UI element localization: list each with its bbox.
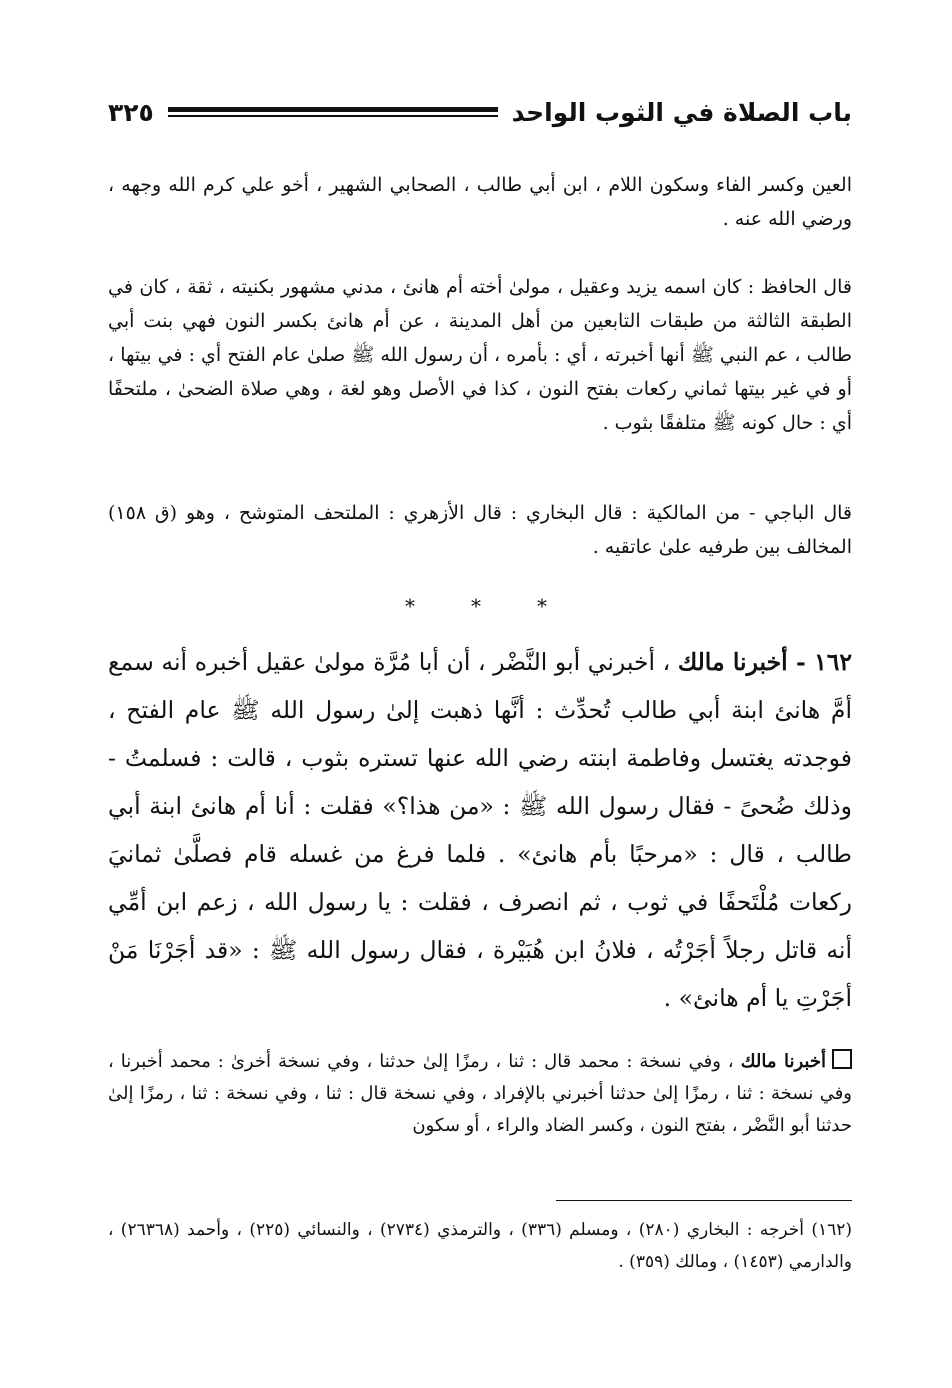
separator-star: * xyxy=(405,594,415,618)
header-rule xyxy=(168,107,498,117)
notes-lead: أخبرنا مالك xyxy=(740,1051,826,1072)
notes-paragraph xyxy=(108,1046,852,1142)
hadith-number: ١٦٢ - xyxy=(787,648,852,676)
commentary-paragraph-3: قال الباجي - من المالكية : قال البخاري : قال الأزهري : الملتحف المتوشح ، وهو (ق ١٥٨) المخالف بين طرفيه علىٰ عاتقيه . xyxy=(108,502,852,558)
page-number: ٣٢٥ xyxy=(108,97,154,127)
notes-body: ، وفي نسخة : محمد قال : ثنا ، رمزًا إلىٰ حدثنا ، وفي نسخة أخرىٰ : محمد أخبرنا ، وفي نسخة : ثنا ، رمزًا إلىٰ حدثنا أخبرني بالإفراد ، وفي نسخة قال : ثنا ، وفي نسخة : ثنا ، رمزًا إلىٰ حدثنا أبو النَّضْر ، بفتح النون ، وكسر الضاد والراء ، أو سكون xyxy=(108,1051,852,1136)
footnote-rule xyxy=(556,1200,852,1201)
commentary-paragraph-2: قال الحافظ : كان اسمه يزيد وعقيل ، مولىٰ أخته أم هانئ ، مدني مشهور بكنيته ، ثقة ، كان في الطبقة الثالثة من طبقات التابعين من أهل المدينة ، عن أم هانئ بكسر النون فهي بنت أبي طالب ، عم النبي ﷺ أنها أخبرته ، أي : بأمره ، أن رسول الله ﷺ صلىٰ عام الفتح أي : في بيتها ، أو في غير بيتها ثماني ركعات بفتح النون ، كذا في الأصل وهو لغة ، وهي صلاة الضحىٰ ، ملتحفًا أي : حال كونه ﷺ متلفقًا بثوب . xyxy=(108,276,852,434)
footnote: (١٦٢) أخرجه : البخاري (٢٨٠) ، ومسلم (٣٣٦) ، والترمذي (٢٧٣٤) ، والنسائي (٢٢٥) ، وأحمد (٢٦٣٦٨) ، والدارمي (١٤٥٣) ، ومالك (٣٥٩) . xyxy=(108,1220,853,1272)
page-header xyxy=(108,92,852,132)
running-title: باب الصلاة في الثوب الواحد xyxy=(511,97,852,127)
separator-star: * xyxy=(471,594,481,618)
hadith-text xyxy=(108,638,852,1022)
commentary-paragraph-1: العين وكسر الفاء وسكون اللام ، ابن أبي طالب ، الصحابي الشهير ، أخو علي كرم الله وجهه ، ورضي الله عنه . xyxy=(108,174,852,230)
hadith-body: ، أخبرني أبو النَّضْر ، أن أبا مُرَّة مولىٰ عقيل أخبره أنه سمع أمَّ هانئ ابنة أبي طالب تُحدِّث : أنَّها ذهبت إلىٰ رسول الله ﷺ عام الفتح ، فوجدته يغتسل وفاطمة ابنته رضي الله عنها تستره بثوب ، قالت : فسلمتُ - وذلك ضُحىً - فقال رسول الله ﷺ : «من هذا؟» فقلت : أنا أم هانئ ابنة أبي طالب ، قال : «مرحبًا بأم هانئ» . فلما فرغ من غسله قام فصلَّىٰ ثمانيَ ركعات مُلْتَحفًا في ثوب ، ثم انصرف ، فقلت : يا رسول الله ، زعم ابن أمِّي أنه قاتل رجلاً أجَرْتُه ، فلانُ ابن هُبَيْرة ، فقال رسول الله ﷺ : «قد أجَرْنَا مَنْ أجَرْتِ يا أم هانئ» . xyxy=(108,648,852,1012)
square-marker-icon xyxy=(832,1049,852,1069)
section-separator xyxy=(0,594,952,618)
hadith-lead: أخبرنا مالك xyxy=(677,648,788,676)
separator-star: * xyxy=(537,594,547,618)
